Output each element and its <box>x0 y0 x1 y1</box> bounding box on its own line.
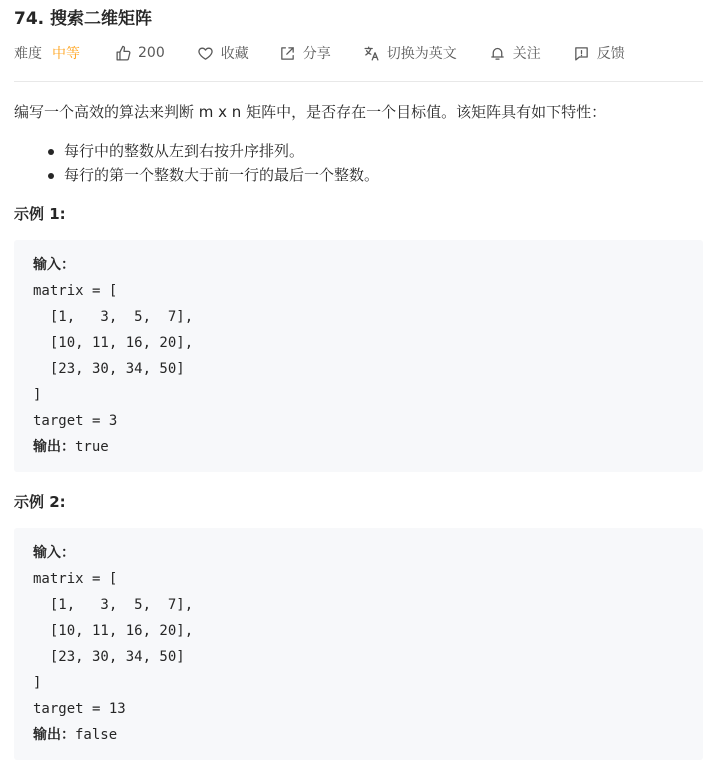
description-text: 编写一个高效的算法来判断 <box>14 103 199 121</box>
thumbs-up-icon <box>114 44 132 62</box>
example-1-title: 示例 1: <box>14 205 66 223</box>
code-line: matrix = [ <box>33 571 118 587</box>
switch-language-label: 切换为英文 <box>386 46 457 62</box>
feedback-button[interactable] <box>573 43 625 63</box>
feedback-label: 反馈 <box>596 46 625 62</box>
bullet <box>48 149 54 155</box>
list-item-text: 每行中的整数从左到右按升序排列。 <box>64 142 305 160</box>
output-line <box>33 434 703 460</box>
difficulty-badge: 中等 <box>52 46 80 62</box>
code-line: [1, 3, 5, 7], <box>33 597 194 613</box>
code-line: [23, 30, 34, 50] <box>33 361 185 377</box>
share-button[interactable] <box>279 43 331 63</box>
example-2-code-block <box>14 528 703 760</box>
description-text: 矩阵中，是否存在一个目标值。该矩阵具有如下特性： <box>241 103 607 121</box>
code-line: target = 13 <box>33 701 126 717</box>
share-label: 分享 <box>302 46 331 62</box>
favorite-button[interactable] <box>197 43 249 63</box>
code-line: ] <box>33 675 42 691</box>
code-line: [1, 3, 5, 7], <box>33 309 194 325</box>
list-item <box>14 163 379 187</box>
like-button[interactable] <box>114 44 165 62</box>
output-label: 输出： <box>33 439 75 455</box>
problem-meta-bar <box>14 42 625 64</box>
heart-icon <box>197 44 215 62</box>
example-2-title: 示例 2: <box>14 493 66 511</box>
code-line: matrix = [ <box>33 283 118 299</box>
follow-label: 关注 <box>512 46 541 62</box>
output-label: 输出： <box>33 727 75 743</box>
code-line: [10, 11, 16, 20], <box>33 623 194 639</box>
like-count: 200 <box>138 45 165 61</box>
header-divider <box>14 81 703 82</box>
output-line <box>33 722 703 748</box>
share-icon <box>279 44 297 62</box>
output-value: false <box>75 727 118 743</box>
problem-title: 74. 搜索二维矩阵 <box>14 9 153 29</box>
difficulty-label: 难度 <box>14 46 42 62</box>
bullet <box>48 173 54 179</box>
problem-description <box>14 100 606 124</box>
feature-list <box>14 139 379 187</box>
list-item-text: 每行的第一个整数大于前一行的最后一个整数。 <box>64 166 380 184</box>
example-1-code-block <box>14 240 703 472</box>
code-line: target = 3 <box>33 413 118 429</box>
code-line: ] <box>33 387 42 403</box>
feedback-icon <box>573 44 591 62</box>
switch-language-button[interactable] <box>363 43 457 63</box>
translate-icon <box>363 44 381 62</box>
input-label: 输入： <box>33 545 75 561</box>
follow-button[interactable] <box>489 43 541 63</box>
output-value: true <box>75 439 109 455</box>
input-label: 输入： <box>33 257 75 273</box>
code-line: [23, 30, 34, 50] <box>33 649 185 665</box>
favorite-label: 收藏 <box>220 46 249 62</box>
description-inline-code: m x n <box>198 103 242 121</box>
bell-icon <box>489 44 507 62</box>
code-line: [10, 11, 16, 20], <box>33 335 194 351</box>
list-item <box>14 139 379 163</box>
